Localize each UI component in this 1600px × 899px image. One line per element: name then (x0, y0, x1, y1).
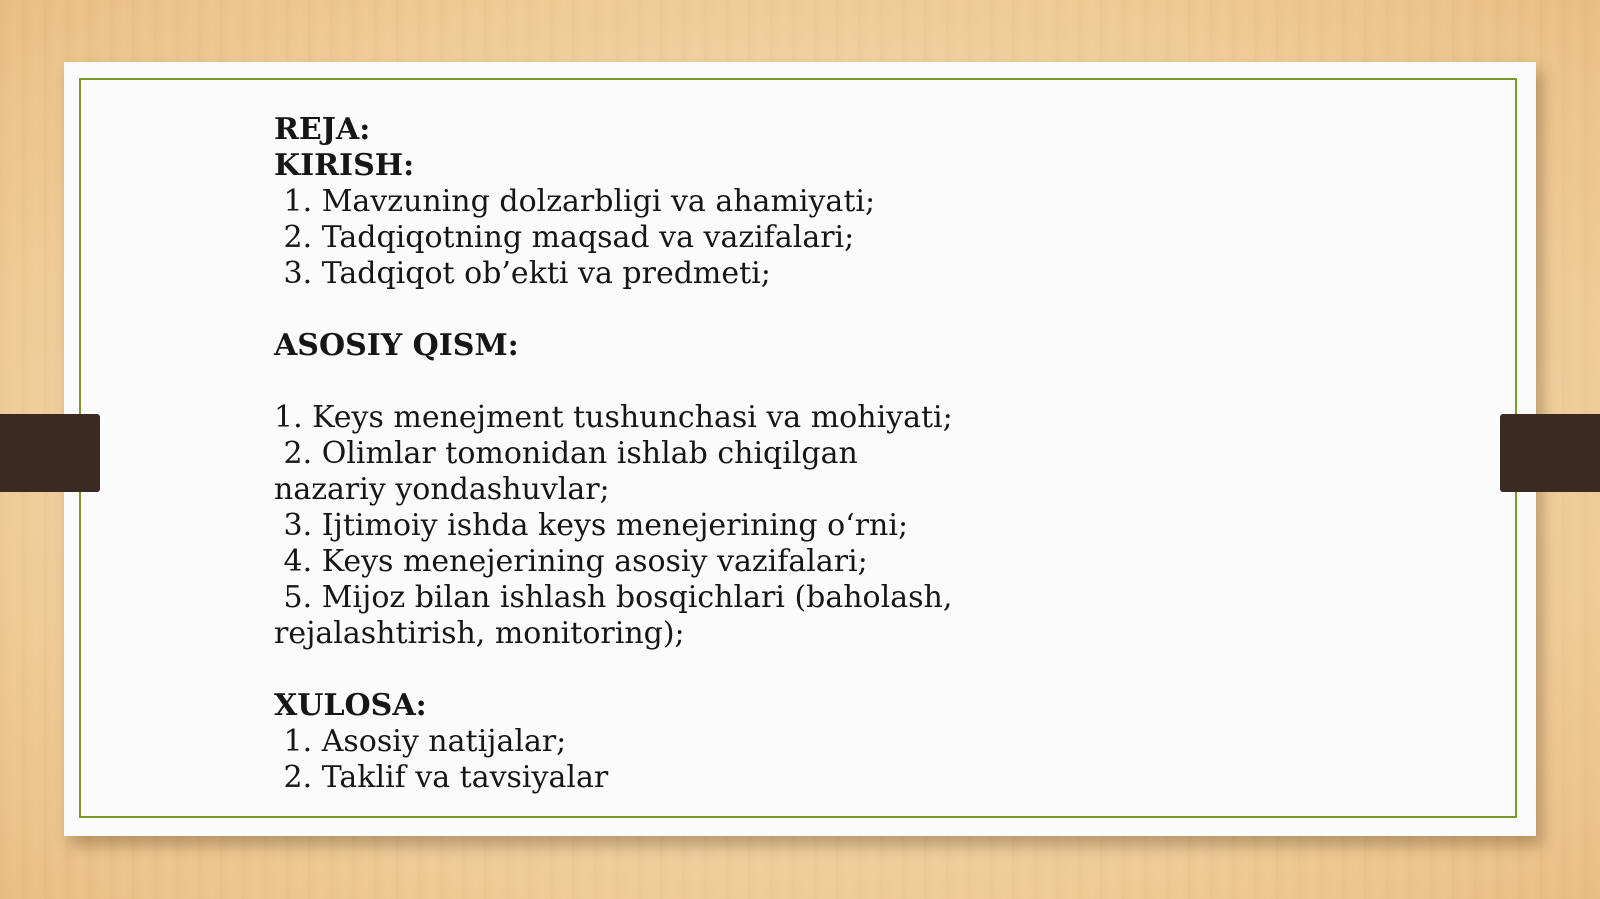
heading-reja: REJA: (274, 112, 371, 147)
heading-asosiy-qism: ASOSIY QISM: (274, 328, 519, 363)
spacer (274, 364, 974, 400)
list-item: 1. Keys menejment tushunchasi va mohiyati; (274, 400, 953, 435)
heading-kirish: KIRISH: (274, 148, 415, 183)
list-item: 2. Olimlar tomonidan ishlab chiqilgan nazariy yondashuvlar; (274, 436, 868, 507)
list-item: 5. Mijoz bilan ishlash bosqichlari (baholash, rejalashtirish, monitoring); (274, 580, 962, 651)
list-item: 2. Taklif va tavsiyalar (274, 760, 609, 795)
list-item: 1. Asosiy natijalar; (274, 724, 567, 759)
spacer (274, 292, 974, 328)
list-item: 1. Mavzuning dolzarbligi va ahamiyati; (274, 184, 876, 219)
list-item: 2. Tadqiqotning maqsad va vazifalari; (274, 220, 855, 255)
list-item: 3. Ijtimoiy ishda keys menejerining o‘rni; (274, 508, 909, 543)
plan-text-block (274, 112, 974, 796)
list-item: 4. Keys menejerining asosiy vazifalari; (274, 544, 868, 579)
right-binder-tab (1500, 414, 1600, 492)
list-item: 3. Tadqiqot ob’ekti va predmeti; (274, 256, 771, 291)
spacer (274, 652, 974, 688)
heading-xulosa: XULOSA: (274, 688, 427, 723)
left-binder-tab (0, 414, 100, 492)
